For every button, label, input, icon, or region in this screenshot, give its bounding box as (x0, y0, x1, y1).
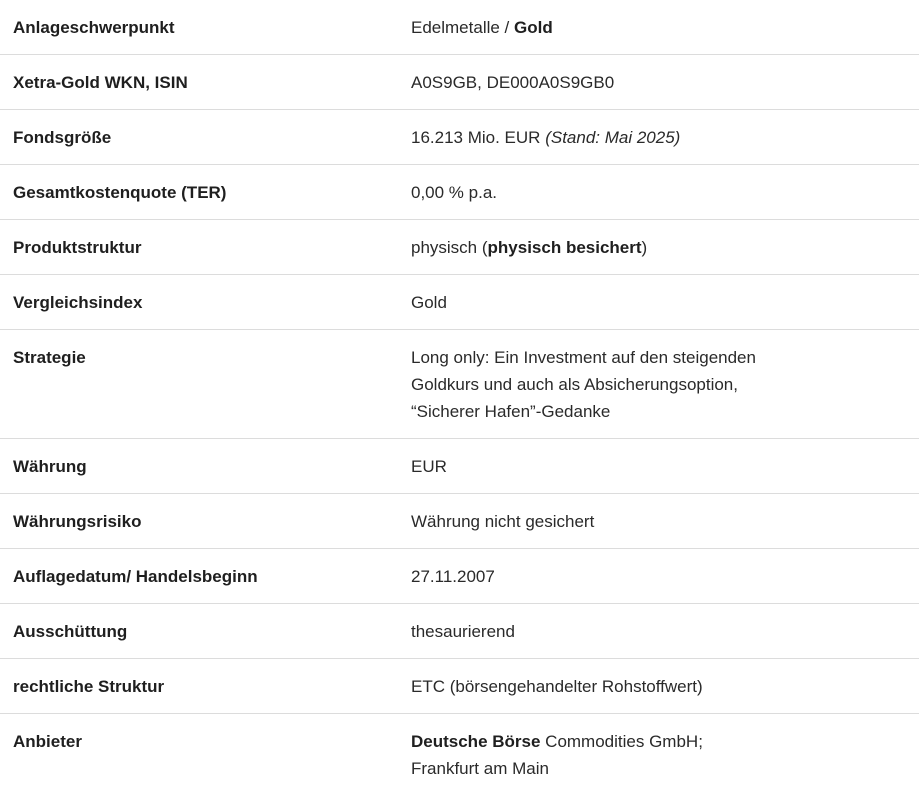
row-label: Gesamtkostenquote (TER) (0, 165, 397, 220)
value-line: “Sicherer Hafen”-Gedanke (411, 398, 899, 425)
value-text: Edelmetalle / (411, 18, 514, 37)
table-row (0, 659, 919, 714)
row-value (397, 0, 919, 55)
table-row (0, 55, 919, 110)
value-text: physisch ( (411, 238, 488, 257)
value-text: 16.213 Mio. EUR (411, 128, 545, 147)
row-value: 27.11.2007 (397, 549, 919, 604)
row-value (397, 714, 919, 786)
table-row (0, 494, 919, 549)
value-emphasis: Deutsche Börse (411, 732, 540, 751)
value-line: Goldkurs und auch als Absicherungsoption, (411, 371, 899, 398)
row-label: Auflagedatum/ Handelsbeginn (0, 549, 397, 604)
row-label: Währungsrisiko (0, 494, 397, 549)
value-text-tail: ) (642, 238, 648, 257)
row-value: Gold (397, 275, 919, 330)
row-value: Währung nicht gesichert (397, 494, 919, 549)
row-label: Vergleichsindex (0, 275, 397, 330)
table-row (0, 549, 919, 604)
value-note: (Stand: Mai 2025) (545, 128, 680, 147)
row-value: ETC (börsengehandelter Rohstoffwert) (397, 659, 919, 714)
value-line: Frankfurt am Main (411, 755, 899, 782)
table-row (0, 165, 919, 220)
table-row (0, 110, 919, 165)
value-text: Commodities GmbH; (540, 732, 702, 751)
row-label: Strategie (0, 330, 397, 439)
row-value (397, 220, 919, 275)
row-label: Währung (0, 439, 397, 494)
row-value (397, 330, 919, 439)
value-emphasis: physisch besichert (488, 238, 642, 257)
table-row (0, 220, 919, 275)
row-value: 0,00 % p.a. (397, 165, 919, 220)
table-row (0, 0, 919, 55)
row-value: A0S9GB, DE000A0S9GB0 (397, 55, 919, 110)
table-row (0, 330, 919, 439)
value-line: Long only: Ein Investment auf den steigenden (411, 344, 899, 371)
row-label: Produktstruktur (0, 220, 397, 275)
row-label: Anbieter (0, 714, 397, 786)
value-line (411, 728, 899, 755)
row-label: rechtliche Struktur (0, 659, 397, 714)
value-emphasis: Gold (514, 18, 553, 37)
table-row (0, 275, 919, 330)
row-label: Ausschüttung (0, 604, 397, 659)
table-row (0, 439, 919, 494)
row-label: Fondsgröße (0, 110, 397, 165)
row-label: Xetra-Gold WKN, ISIN (0, 55, 397, 110)
row-value: EUR (397, 439, 919, 494)
table-row (0, 604, 919, 659)
row-label: Anlageschwerpunkt (0, 0, 397, 55)
row-value (397, 110, 919, 165)
row-value: thesaurierend (397, 604, 919, 659)
table-row (0, 714, 919, 786)
